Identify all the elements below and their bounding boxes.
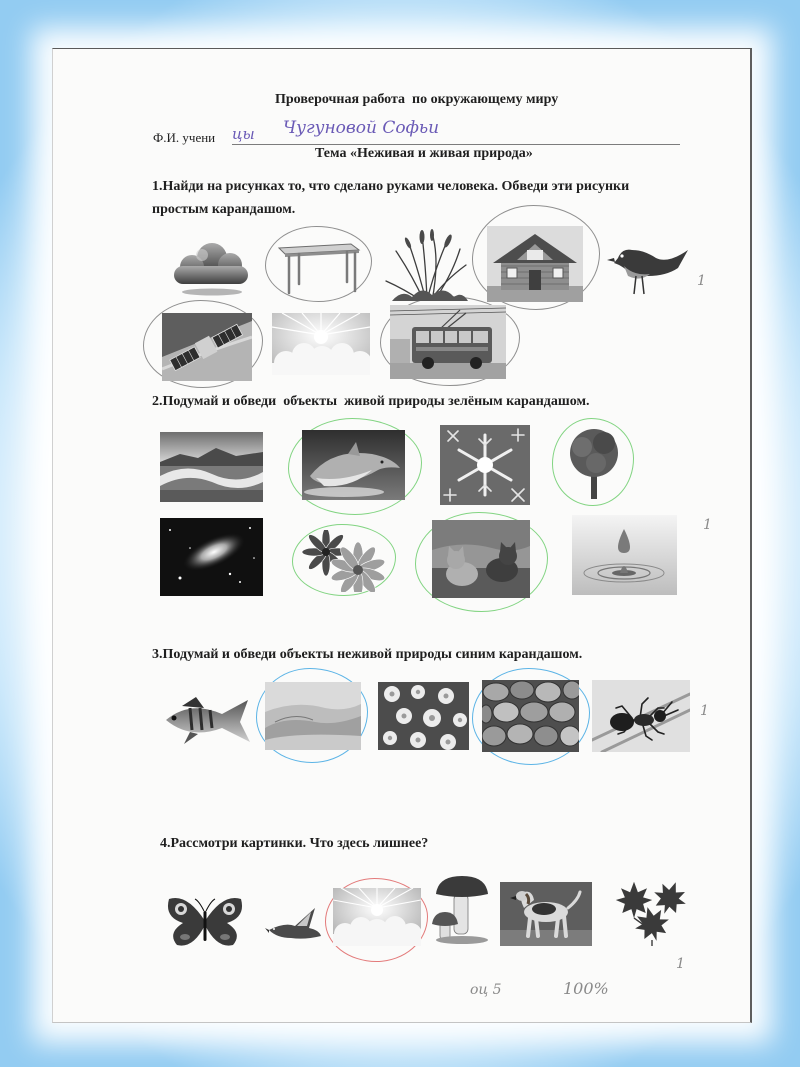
water-drop-icon bbox=[572, 515, 677, 595]
ant-icon bbox=[592, 680, 690, 752]
task-2-text: 2.Подумай и обведи объекты живой природы зелёным карандашом. bbox=[152, 394, 590, 409]
water-lily-icon bbox=[298, 530, 394, 592]
grade-mark: оц 5 bbox=[470, 982, 502, 998]
student-name: Чугуновой Софьи bbox=[283, 118, 440, 138]
table-icon bbox=[275, 238, 361, 296]
student-label: Ф.И. учени bbox=[153, 130, 216, 145]
task-2-score: 1 bbox=[703, 517, 712, 533]
clouds-icon bbox=[166, 236, 256, 298]
galaxy-icon bbox=[160, 518, 263, 596]
task-3-score: 1 bbox=[700, 703, 709, 719]
percent-mark: 100% bbox=[563, 979, 609, 998]
mushrooms-icon bbox=[432, 872, 492, 946]
stones-icon bbox=[482, 680, 579, 752]
dog-icon bbox=[500, 882, 592, 946]
task-1-score: 1 bbox=[697, 273, 706, 289]
worksheet-topic: Тема «Неживая и живая природа» bbox=[315, 146, 533, 161]
tree-icon bbox=[562, 425, 626, 501]
sun-clouds-icon bbox=[272, 313, 370, 375]
sea-waves-icon bbox=[160, 432, 263, 502]
grass-icon bbox=[382, 229, 472, 301]
trolleybus-icon bbox=[390, 305, 506, 379]
sun-clouds-icon bbox=[333, 888, 421, 946]
task-4-score: 1 bbox=[676, 956, 685, 972]
task-4-text: 4.Рассмотри картинки. Что здесь лишнее? bbox=[160, 836, 429, 851]
sand-dunes-icon bbox=[265, 682, 361, 750]
daisies-icon bbox=[378, 682, 469, 750]
task-1-text-line-2: простым карандашом. bbox=[152, 202, 296, 217]
satellite-icon bbox=[162, 313, 252, 381]
worksheet-title: Проверочная работа по окружающему миру bbox=[275, 92, 559, 107]
name-underline bbox=[232, 144, 680, 145]
dolphin-icon bbox=[302, 430, 405, 500]
house-icon bbox=[487, 226, 583, 302]
flying-bird-icon bbox=[265, 900, 323, 946]
snowflake-icon bbox=[440, 425, 530, 505]
fish-icon bbox=[160, 694, 252, 748]
maple-leaves-icon bbox=[608, 878, 696, 946]
bird-icon bbox=[604, 236, 690, 298]
student-label-suffix: цы bbox=[232, 125, 255, 143]
task-1-text-line-1: 1.Найди на рисунках то, что сделано руками человека. Обведи эти рисунки bbox=[152, 179, 630, 194]
task-3-text: 3.Подумай и обведи объекты неживой природы синим карандашом. bbox=[152, 647, 583, 662]
cats-icon bbox=[432, 520, 530, 598]
butterfly-icon bbox=[165, 893, 245, 951]
